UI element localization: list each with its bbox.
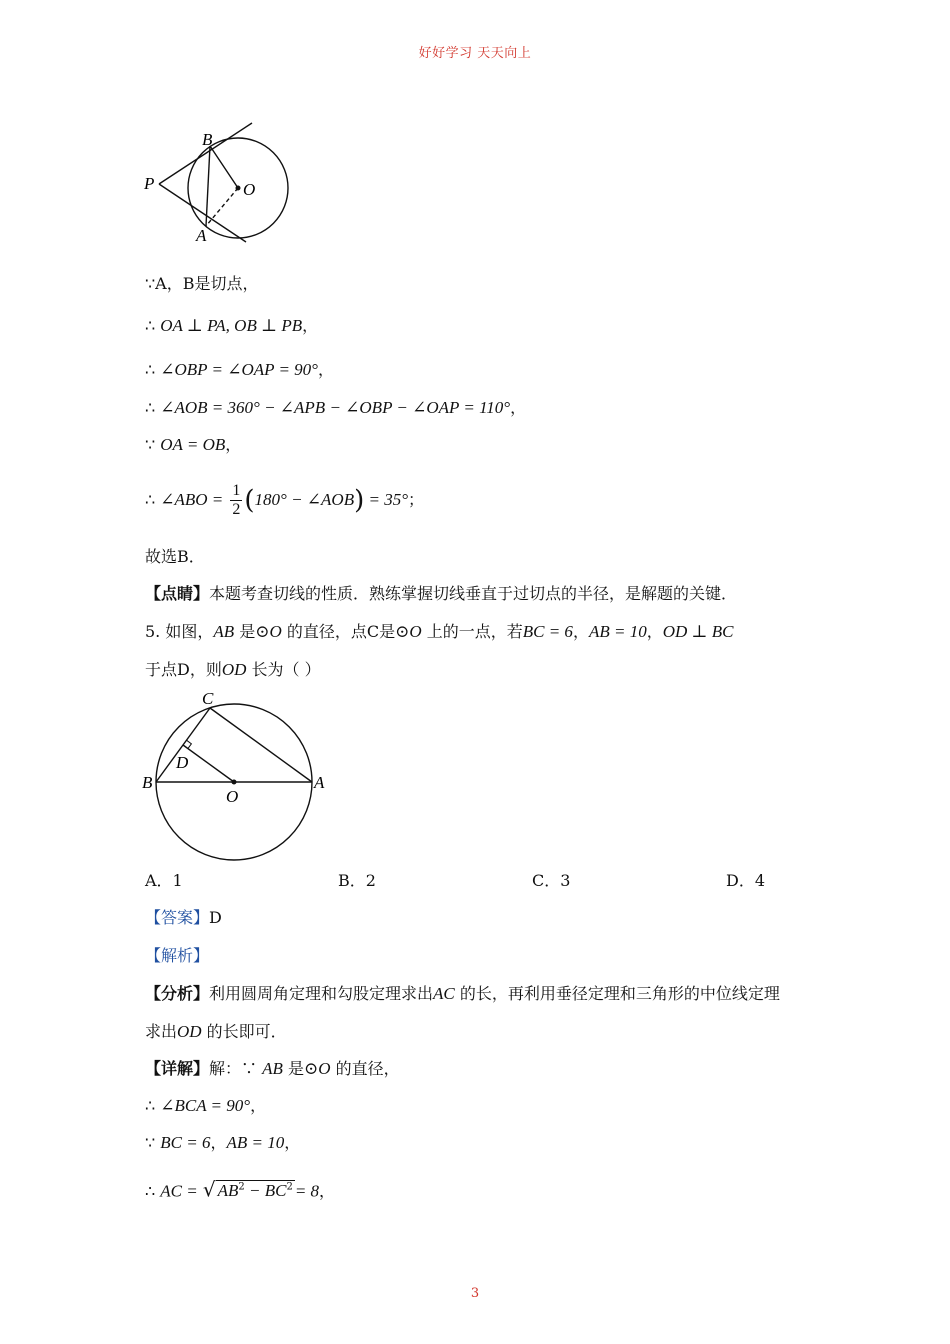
page-header: 好好学习 天天向上 [418, 46, 532, 61]
option-b[interactable]: B．2 [338, 871, 376, 890]
label-a: A [196, 226, 207, 245]
chord-ab [206, 146, 210, 226]
circle-diameter-figure [138, 688, 338, 866]
tangent-figure [140, 118, 300, 248]
solution-line-3: ∴ ∠OBP = ∠OAP = 90°， [145, 360, 334, 379]
radius-oa-dashed [206, 188, 238, 226]
label-b: B [202, 130, 213, 149]
fenxi-line-1: 【分析】利用圆周角定理和勾股定理求出AC 的长，再利用垂径定理和三角形的中位线定理 [145, 984, 780, 1003]
label-d: D [176, 753, 189, 772]
option-d[interactable]: D．4 [726, 871, 766, 890]
chord-ca [210, 708, 312, 782]
label-p: P [144, 174, 155, 193]
solution-line-2: ∴ OA ⊥ PA, OB ⊥ PB， [145, 316, 319, 335]
label-o: O [243, 180, 256, 199]
detail-line-3: ∵ BC = 6，AB = 10， [145, 1133, 301, 1152]
comment-tag: 【点睛】 [145, 584, 210, 603]
label-a: A [314, 773, 325, 792]
segment-od [183, 745, 234, 782]
solution-line-6: ∴ ∠ABO = $\frac{1}{2}$ (180° − ∠AOB) = 35°； [145, 482, 425, 518]
square-root: $AB^2 - BC^2$ [217, 1181, 293, 1201]
detail-line-2: ∴ ∠BCA = 90°， [145, 1096, 267, 1115]
detail-line-1: 【详解】解：∵ AB 是⊙O 的直径， [145, 1059, 400, 1078]
answer-line [145, 907, 222, 929]
analysis-tag: 【解析】 [145, 946, 210, 965]
answer-value: D [209, 908, 222, 927]
radius-ob [210, 146, 238, 188]
page-number: 3 [470, 1286, 480, 1301]
label-c: C [202, 689, 214, 708]
label-b: B [142, 773, 153, 792]
detail-line-4: ∴ AC = √ $AB^2 - BC^2 = 8$， [145, 1177, 336, 1202]
question-5-line-2: 于点D，则OD 长为（ ） [145, 660, 321, 679]
answer-tag: 【答案】 [145, 908, 210, 927]
solution-line-1: ∵A，B是切点， [145, 274, 259, 293]
fenxi-line-2: 求出OD 的长即可． [145, 1022, 287, 1041]
solution-line-4: ∴ ∠AOB = 360° − ∠APB − ∠OBP − ∠OAP = 110°， [145, 398, 527, 417]
comment-line: 【点睛】本题考查切线的性质．熟练掌握切线垂直于过切点的半径，是解题的关键． [145, 584, 738, 603]
solution-line-7: 故选B． [145, 547, 205, 566]
question-5-line-1: 5. 如图，AB 是⊙O 的直径，点C是⊙O 上的一点，若BC = 6，AB = 10，OD ⊥ BC [145, 622, 734, 641]
center-point-o [236, 186, 241, 191]
solution-line-5: ∵ OA = OB， [145, 435, 242, 454]
fraction-one-half: $\frac{1}{2}$ [232, 482, 241, 518]
option-c[interactable]: C．3 [532, 871, 571, 890]
option-a[interactable]: A．1 [145, 871, 183, 890]
center-point-o [232, 780, 237, 785]
label-o: O [226, 787, 239, 806]
